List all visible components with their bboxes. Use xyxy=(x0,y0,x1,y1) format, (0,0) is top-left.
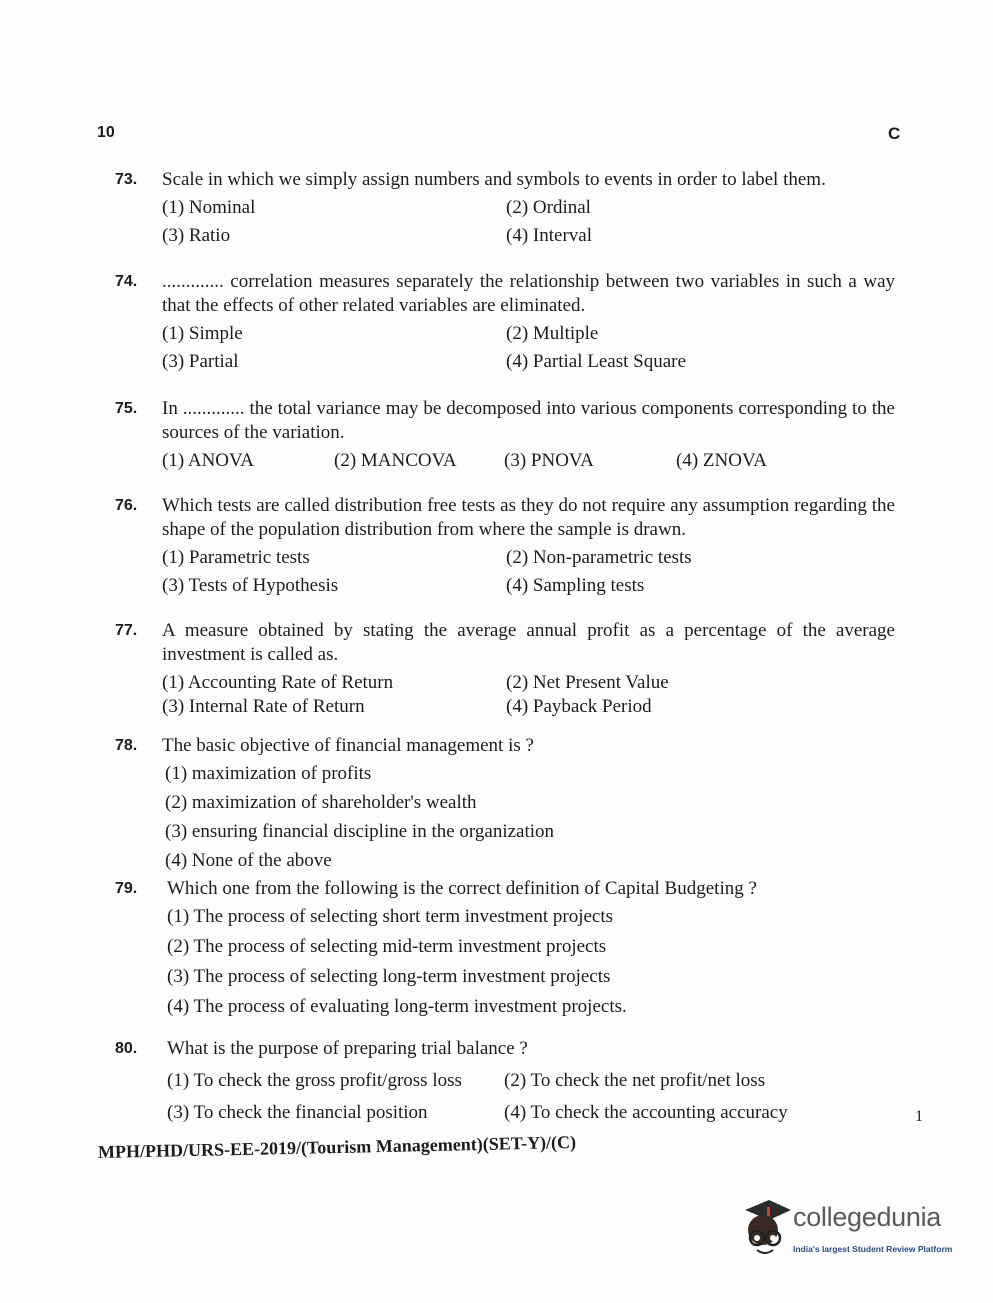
question-number: 80. xyxy=(115,1040,138,1057)
option-3: (3) Ratio xyxy=(162,225,231,246)
question-73 xyxy=(115,168,895,248)
option-1: (1) To check the gross profit/gross loss xyxy=(167,1070,462,1091)
question-75 xyxy=(115,397,895,473)
question-text: In ............. the total variance may be decomposed into various components corresponding to the sources of the variation. xyxy=(162,398,895,443)
mascot-icon xyxy=(735,1196,793,1258)
question-77 xyxy=(115,619,895,719)
option-3: (3) Internal Rate of Return xyxy=(162,696,365,717)
logo-tagline: India's largest Student Review Platform xyxy=(793,1244,953,1254)
option-2: (2) MANCOVA xyxy=(334,450,457,471)
option-1: (1) Parametric tests xyxy=(162,547,310,568)
option-2: (2) Multiple xyxy=(506,323,599,344)
option-2: (2) Ordinal xyxy=(506,197,591,218)
option-1: (1) Accounting Rate of Return xyxy=(162,672,394,693)
question-text: What is the purpose of preparing trial balance ? xyxy=(167,1038,528,1059)
option-4: (4) ZNOVA xyxy=(676,450,767,471)
option-3: (3) ensuring financial discipline in the organization xyxy=(165,821,555,842)
page-number: 10 xyxy=(97,124,115,141)
question-74 xyxy=(115,270,895,374)
option-1: (1) maximization of profits xyxy=(165,763,372,784)
option-4: (4) None of the above xyxy=(165,850,332,871)
question-number: 78. xyxy=(115,737,138,754)
question-text: Scale in which we simply assign numbers and symbols to events in order to label them. xyxy=(162,169,826,190)
option-4: (4) The process of evaluating long-term investment projects. xyxy=(167,996,627,1017)
exam-code-footer: MPH/PHD/URS-EE-2019/(Tourism Management)(SET-Y)/(C) xyxy=(97,1131,577,1162)
option-2: (2) The process of selecting mid-term investment projects xyxy=(167,936,607,957)
option-4: (4) Sampling tests xyxy=(506,575,645,596)
option-3: (3) PNOVA xyxy=(504,450,594,471)
option-1: (1) Simple xyxy=(162,323,243,344)
option-3: (3) To check the financial position xyxy=(167,1102,428,1123)
option-2: (2) maximization of shareholder's wealth xyxy=(165,792,477,813)
question-79 xyxy=(115,877,895,1024)
question-number: 73. xyxy=(115,171,138,188)
option-4: (4) Payback Period xyxy=(506,696,652,717)
question-number: 76. xyxy=(115,497,138,514)
question-76 xyxy=(115,494,895,598)
option-2: (2) To check the net profit/net loss xyxy=(504,1070,766,1091)
question-text: ............. correlation measures separately the relationship between two variables in such a way that the effects of other related variables are eliminated. xyxy=(162,271,895,316)
option-1: (1) ANOVA xyxy=(162,450,255,471)
question-number: 74. xyxy=(115,273,138,290)
set-code: C xyxy=(888,124,901,143)
question-number: 79. xyxy=(115,880,138,897)
question-number: 77. xyxy=(115,622,138,639)
side-mark: 1 xyxy=(915,1108,923,1125)
question-80 xyxy=(115,1037,895,1125)
question-text: The basic objective of financial management is ? xyxy=(162,735,534,756)
question-text: A measure obtained by stating the average annual profit as a percentage of the average investment is called as. xyxy=(162,620,895,665)
option-1: (1) The process of selecting short term investment projects xyxy=(167,906,614,927)
question-78 xyxy=(115,734,895,878)
option-2: (2) Net Present Value xyxy=(506,672,669,693)
option-2: (2) Non-parametric tests xyxy=(506,547,692,568)
question-text: Which tests are called distribution free tests as they do not require any assumption regarding the shape of the population distribution from where the sample is drawn. xyxy=(162,495,895,540)
logo-brand: collegedunia xyxy=(793,1202,942,1232)
collegedunia-logo xyxy=(735,1196,965,1266)
option-4: (4) To check the accounting accuracy xyxy=(504,1102,788,1123)
option-4: (4) Partial Least Square xyxy=(506,351,686,372)
question-text: Which one from the following is the correct definition of Capital Budgeting ? xyxy=(167,878,757,899)
question-number: 75. xyxy=(115,400,138,417)
option-3: (3) The process of selecting long-term investment projects xyxy=(167,966,611,987)
option-3: (3) Tests of Hypothesis xyxy=(162,575,339,596)
option-3: (3) Partial xyxy=(162,351,239,372)
option-4: (4) Interval xyxy=(506,225,592,246)
option-1: (1) Nominal xyxy=(162,197,256,218)
